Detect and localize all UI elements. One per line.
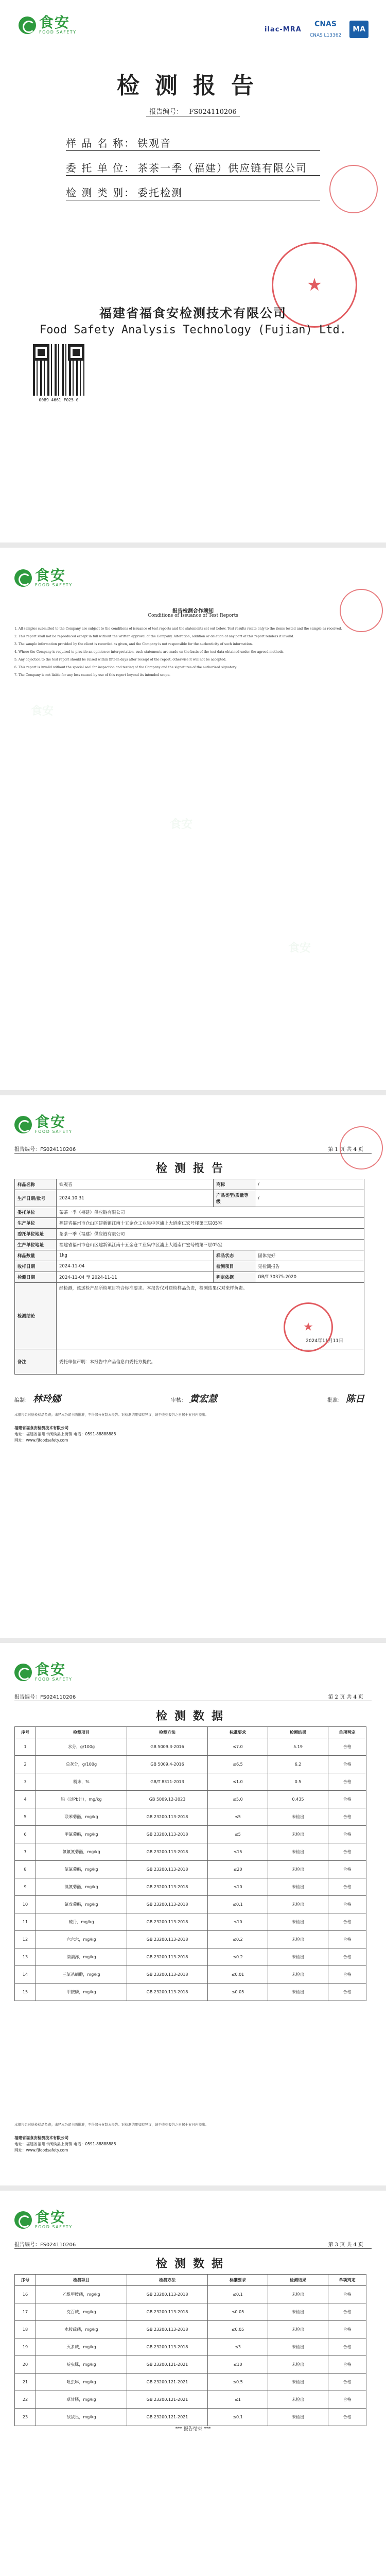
standard-requirement: ≤0.2 <box>208 1948 268 1966</box>
row-index: 23 <box>15 2409 36 2426</box>
company-name-cn: 福建省福食安检测技术有限公司 <box>99 306 287 320</box>
test-method: GB 23200.113-2018 <box>127 2338 208 2356</box>
test-item: 草甘膦，mg/kg <box>36 2391 127 2409</box>
test-item: 啶虫脒，mg/kg <box>36 2356 127 2374</box>
table-row <box>15 1791 366 1808</box>
ilac-mra-icon: ilac-MRA <box>265 25 302 33</box>
table-row: 生产单位 福建省福州市仓山区建新镇江南十五金仓工业集中区浦上大道南仁宏号楼第三层05室 <box>15 1218 364 1229</box>
table-row <box>15 2409 366 2426</box>
test-result: 6.2 <box>268 1756 328 1773</box>
divider <box>66 175 320 176</box>
conclusion-row: 检测结论 经检测，该送检产品所检项目符合标准要求。本报告仅对送检样品负责，检测结果仅对来样负责。 2024年11月11日 ★ <box>15 1283 364 1349</box>
test-item: 氯氟氰菊酯，mg/kg <box>36 1843 127 1861</box>
footer-company: 福建省福食安检测技术有限公司 <box>14 2136 68 2140</box>
item-verdict: 合格 <box>328 1896 366 1913</box>
company-name-en: Food Safety Analysis Technology (Fujian) Ltd. <box>39 324 347 336</box>
table-row: 生产日期/批号 2024.10.31 产品类型/质量等级 / <box>15 1190 364 1207</box>
row-index: 11 <box>15 1913 36 1931</box>
notice-body <box>14 626 375 680</box>
test-item: 氯氰菊酯，mg/kg <box>36 1861 127 1878</box>
test-data-table <box>14 2274 366 2426</box>
food-safety-logo-icon <box>19 16 36 34</box>
notice-paragraph: 2. This report shall not be reproduced except in full without the written approval of the Company. Alteration, addition or deletion of any part of this report renders it invalid. <box>14 635 294 638</box>
table-row <box>15 1808 366 1826</box>
test-result: 5.19 <box>268 1738 328 1756</box>
table-row <box>15 1913 366 1931</box>
standard-requirement: ≤0.05 <box>208 1984 268 2001</box>
cma-icon: MA <box>349 21 369 38</box>
test-result: 未检出 <box>268 1808 328 1826</box>
table-row <box>15 2303 366 2321</box>
inspection-seal <box>284 1302 333 1352</box>
table-row: 生产单位地址 福建省福州市仓山区建新镇江南十五金仓工业集中区浦上大道南仁宏号楼第三层05室 <box>15 1240 364 1250</box>
report-number: 报告编号：FS024110206 <box>14 2242 76 2248</box>
watermark: 食安 <box>170 818 193 831</box>
test-result: 0.435 <box>268 1791 328 1808</box>
test-item: 粉末，% <box>36 1773 127 1791</box>
notice-paragraph: 6. This report is invalid without the special seal for inspection and testing of the Company and the signatures of the authorised signatory. <box>14 666 237 669</box>
table-row <box>15 1756 366 1773</box>
standard-requirement: ≤0.05 <box>208 2303 268 2321</box>
seal-star-icon: ★ <box>303 1320 313 1334</box>
standard-requirement: ≤20 <box>208 1861 268 1878</box>
notice-paragraph: 3. The sample information provided by the client is recorded as given, and the Company is not responsible for the authenticity of such information. <box>14 642 253 646</box>
item-verdict: 合格 <box>328 1791 366 1808</box>
test-method: GB 5009.4-2016 <box>127 1756 208 1773</box>
test-result: 未检出 <box>268 1878 328 1896</box>
footer-address: 地址：福建省福州市闽侯县上街镇 电话：0591-88888888 <box>14 1432 116 1436</box>
cnas-badge <box>310 15 341 38</box>
table-row: 样品名称 铁观音 商标 / <box>15 1179 364 1190</box>
report-end-note: *** 报告结束 *** <box>175 2427 211 2432</box>
test-method: GB 5009.3-2016 <box>127 1738 208 1756</box>
item-verdict: 合格 <box>328 1738 366 1756</box>
test-method: GB 23200.113-2018 <box>127 1896 208 1913</box>
brand-logo: 食安 FOOD SAFETY <box>14 1663 73 1682</box>
test-method: GB 23200.113-2018 <box>127 1984 208 2001</box>
table-row <box>15 1896 366 1913</box>
brand-logo: 食安 FOOD SAFETY <box>14 568 73 587</box>
test-result: 未检出 <box>268 1861 328 1878</box>
table-row: 委托单位地址 茶茶一季（福建）供应链有限公司 <box>15 1229 364 1240</box>
test-method: GB 23200.113-2018 <box>127 1948 208 1966</box>
test-result: 未检出 <box>268 2286 328 2303</box>
test-method: GB 23200.121-2021 <box>127 2391 208 2409</box>
table-header-row: 序号 检测项目 检测方法 标准要求 检测结果 单项判定 <box>15 1727 366 1738</box>
standard-requirement: ≤0.01 <box>208 1966 268 1984</box>
test-result: 未检出 <box>268 1966 328 1984</box>
test-result: 未检出 <box>268 2374 328 2391</box>
standard-requirement: ≤10 <box>208 2356 268 2374</box>
page-indicator: 第 2 页 共 4 页 <box>328 1694 363 1700</box>
report-number: 报告编号：FS024110206 <box>14 1694 76 1700</box>
table-row <box>15 1826 366 1843</box>
test-result: 未检出 <box>268 1826 328 1843</box>
page-title: 检测报告 <box>155 1162 230 1175</box>
data-page-1 <box>0 1643 386 2185</box>
standard-requirement: ≤5 <box>208 1826 268 1843</box>
row-index: 4 <box>15 1791 36 1808</box>
brand-logo: 食安 FOOD SAFETY <box>14 1115 73 1134</box>
table-row <box>15 2321 366 2338</box>
test-method: GB 23200.113-2018 <box>127 1808 208 1826</box>
divider <box>66 150 320 151</box>
test-result: 未检出 <box>268 2356 328 2374</box>
table-row <box>15 1966 366 1984</box>
data-page-2 <box>0 2191 386 2576</box>
summary-page <box>0 1095 386 1638</box>
seal-date: 2024年11月11日 <box>306 1338 343 1344</box>
divider <box>14 1153 372 1154</box>
test-method: GB 23200.113-2018 <box>127 1843 208 1861</box>
standard-requirement: ≤1.0 <box>208 1773 268 1791</box>
test-method: GB 23200.113-2018 <box>127 1878 208 1896</box>
table-row <box>15 1738 366 1756</box>
test-data-table <box>14 1726 366 2001</box>
row-index: 7 <box>15 1843 36 1861</box>
item-verdict: 合格 <box>328 2303 366 2321</box>
test-result: 0.5 <box>268 1773 328 1791</box>
row-index: 9 <box>15 1878 36 1896</box>
standard-requirement: ≤10 <box>208 1913 268 1931</box>
food-safety-logo-icon <box>14 569 32 587</box>
standard-requirement: ≤0.05 <box>208 2321 268 2338</box>
cnas-number: CNAS L13362 <box>309 33 342 38</box>
test-result: 未检出 <box>268 1931 328 1948</box>
test-method: GB 23200.113-2018 <box>127 2303 208 2321</box>
row-index: 2 <box>15 1756 36 1773</box>
row-index: 6 <box>15 1826 36 1843</box>
test-result: 未检出 <box>268 2391 328 2409</box>
row-index: 5 <box>15 1808 36 1826</box>
row-index: 8 <box>15 1861 36 1878</box>
standard-requirement: ≤3 <box>208 2338 268 2356</box>
remark-row: 备注 委托单位声明：本报告中产品信息由委托方提供。 <box>15 1349 364 1375</box>
standard-requirement: ≤6.5 <box>208 1756 268 1773</box>
cross-page-seal <box>329 165 378 213</box>
ilac-badge <box>265 21 302 38</box>
test-item: 吡虫啉，mg/kg <box>36 2374 127 2391</box>
test-item: 水胺硫磷，mg/kg <box>36 2321 127 2338</box>
footer-note: 本报告只对送检样品负责；未经本公司书面批准，不得部分复制本报告。对检测结果如有异议，请于收到报告之日起十五日内提出。 <box>14 2123 208 2127</box>
footer-web: 网址：www.fjfoodsafety.com <box>14 2148 68 2153</box>
item-verdict: 合格 <box>328 2374 366 2391</box>
row-index: 13 <box>15 1948 36 1966</box>
row-index: 17 <box>15 2303 36 2321</box>
standard-requirement: ≤5.0 <box>208 1791 268 1808</box>
test-result: 未检出 <box>268 1948 328 1966</box>
standard-requirement: ≤1 <box>208 2391 268 2409</box>
report-number: 报告编号：FS024110206 <box>14 1147 76 1153</box>
table-row <box>15 2356 366 2374</box>
test-method: GB 23200.113-2018 <box>127 1913 208 1931</box>
test-item: 铅（以Pb计），mg/kg <box>36 1791 127 1808</box>
standard-requirement: ≤7.0 <box>208 1738 268 1756</box>
test-method: GB 23200.113-2018 <box>127 2286 208 2303</box>
row-index: 14 <box>15 1966 36 1984</box>
row-index: 18 <box>15 2321 36 2338</box>
page-title: 检测数据 <box>155 1709 230 1723</box>
table-row: 检测日期 2024-11-04 至 2024-11-11 判定依据 GB/T 30375-2020 <box>15 1272 364 1283</box>
table-row <box>15 1878 366 1896</box>
logo-en: FOOD SAFETY <box>39 30 77 35</box>
test-method: GB 23200.113-2018 <box>127 1966 208 1984</box>
sample-name-field: 样 品 名 称： 铁观音 <box>66 137 172 149</box>
test-result: 未检出 <box>268 2338 328 2356</box>
watermark: 食安 <box>288 942 311 955</box>
table-row <box>15 1843 366 1861</box>
test-method: GB 23200.121-2021 <box>127 2356 208 2374</box>
certification-badges <box>265 15 369 38</box>
cross-page-seal <box>340 589 383 632</box>
test-result: 未检出 <box>268 2303 328 2321</box>
page-indicator: 第 3 页 共 4 页 <box>328 2242 363 2248</box>
test-result: 未检出 <box>268 2409 328 2426</box>
standard-requirement: ≤0.1 <box>208 1896 268 1913</box>
item-verdict: 合格 <box>328 1966 366 1984</box>
test-item: 乙酰甲胺磷，mg/kg <box>36 2286 127 2303</box>
test-type-field: 检 测 类 别： 委托检测 <box>66 187 183 199</box>
item-verdict: 合格 <box>328 1843 366 1861</box>
cover-page <box>0 0 386 543</box>
row-index: 19 <box>15 2338 36 2356</box>
table-row <box>15 2286 366 2303</box>
row-index: 12 <box>15 1931 36 1948</box>
row-index: 22 <box>15 2391 36 2409</box>
qr-code[interactable] <box>33 344 84 396</box>
row-index: 15 <box>15 1984 36 2001</box>
reviewer-signature: 审核： 黄宏慧 <box>171 1394 217 1404</box>
divider <box>14 2248 372 2249</box>
test-method: GB 23200.113-2018 <box>127 1861 208 1878</box>
qr-caption: 0089 4661 F025 0 <box>39 398 79 402</box>
page-title: 检测报告 <box>117 73 269 99</box>
notice-page <box>0 548 386 1090</box>
client-field: 委 托 单 位： 茶茶一季（福建）供应链有限公司 <box>66 162 308 174</box>
row-index: 20 <box>15 2356 36 2374</box>
sample-info-table <box>14 1179 364 1375</box>
table-row <box>15 2374 366 2391</box>
test-item: 敌敌畏，mg/kg <box>36 2409 127 2426</box>
notice-paragraph: 5. Any objection to the test report should be raised within fifteen days after receipt of the report, otherwise it will not be accepted. <box>14 658 226 662</box>
item-verdict: 合格 <box>328 1948 366 1966</box>
item-verdict: 合格 <box>328 1861 366 1878</box>
test-result: 未检出 <box>268 1984 328 2001</box>
notice-paragraph: 1. All samples submitted to the Company are subject to the conditions of issuance of test reports and the statements set out below. Test results relate only to the items tested and the sample as received. <box>14 627 342 631</box>
table-row <box>15 2338 366 2356</box>
cnas-icon: CNAS <box>314 20 337 28</box>
standard-requirement: ≤0.1 <box>208 2409 268 2426</box>
test-result: 未检出 <box>268 1843 328 1861</box>
footer-web: 网址：www.fjfoodsafety.com <box>14 1438 68 1443</box>
item-verdict: 合格 <box>328 1878 366 1896</box>
test-item: 六六六，mg/kg <box>36 1931 127 1948</box>
page-indicator: 第 1 页 共 4 页 <box>328 1147 363 1153</box>
test-method: GB 23200.113-2018 <box>127 1826 208 1843</box>
footer-address: 地址：福建省福州市闽侯县上街镇 电话：0591-88888888 <box>14 2142 116 2146</box>
test-method: GB 5009.12-2023 <box>127 1791 208 1808</box>
standard-requirement: ≤0.5 <box>208 2374 268 2391</box>
table-header-row: 序号 检测项目 检测方法 标准要求 检测结果 单项判定 <box>15 2275 366 2286</box>
table-row <box>15 1948 366 1966</box>
item-verdict: 合格 <box>328 2356 366 2374</box>
test-method: GB 23200.121-2021 <box>127 2374 208 2391</box>
test-result: 未检出 <box>268 1913 328 1931</box>
item-verdict: 合格 <box>328 1984 366 2001</box>
item-verdict: 合格 <box>328 1826 366 1843</box>
brand-logo: 食安 FOOD SAFETY <box>14 2210 73 2229</box>
item-verdict: 合格 <box>328 2391 366 2409</box>
item-verdict: 合格 <box>328 1808 366 1826</box>
test-result: 未检出 <box>268 2321 328 2338</box>
test-result: 未检出 <box>268 1896 328 1913</box>
table-row: 样品数量 1kg 样品状态 固体完好 <box>15 1250 364 1261</box>
test-item: 灭多威，mg/kg <box>36 2338 127 2356</box>
item-verdict: 合格 <box>328 2321 366 2338</box>
test-method: GB 23200.121-2021 <box>127 2409 208 2426</box>
table-row <box>15 1984 366 2001</box>
notice-title-en: Conditions of Issuance of Test Reports <box>148 613 238 618</box>
food-safety-logo-icon <box>14 2211 32 2229</box>
test-item: 滴滴涕，mg/kg <box>36 1948 127 1966</box>
row-index: 21 <box>15 2374 36 2391</box>
notice-paragraph: 4. Where the Company is required to provide an opinion or interpretation, such statements are made on the basis of the test data obtained under the agreed methods. <box>14 650 285 654</box>
test-item: 氰戊菊酯，mg/kg <box>36 1896 127 1913</box>
item-verdict: 合格 <box>328 2338 366 2356</box>
item-verdict: 合格 <box>328 1773 366 1791</box>
food-safety-logo-icon <box>14 1664 32 1681</box>
test-item: 硫丹，mg/kg <box>36 1913 127 1931</box>
notice-title: 报告检测合作须知 <box>172 608 214 614</box>
standard-requirement: ≤0.1 <box>208 2286 268 2303</box>
table-row <box>15 1861 366 1878</box>
test-item: 三氯杀螨醇，mg/kg <box>36 1966 127 1984</box>
standard-requirement: ≤15 <box>208 1843 268 1861</box>
item-verdict: 合格 <box>328 2286 366 2303</box>
item-verdict: 合格 <box>328 1931 366 1948</box>
cma-badge <box>349 21 369 38</box>
notice-paragraph: 7. The Company is not liable for any loss caused by use of this report beyond its intended scope. <box>14 673 171 677</box>
page-title: 检测数据 <box>155 2257 230 2270</box>
editor-signature: 编制： 林玲娜 <box>14 1394 61 1404</box>
test-item: 溴氰菊酯，mg/kg <box>36 1878 127 1896</box>
test-item: 甲胺磷，mg/kg <box>36 1984 127 2001</box>
standard-requirement: ≤0.2 <box>208 1931 268 1948</box>
logo-cn: 食安 <box>39 14 71 31</box>
table-row: 收样日期 2024-11-04 检测项目 见检测报告 <box>15 1261 364 1272</box>
food-safety-logo-icon <box>14 1116 32 1133</box>
test-item: 甲氰菊酯，mg/kg <box>36 1826 127 1843</box>
test-item: 克百威，mg/kg <box>36 2303 127 2321</box>
test-method: GB/T 8311-2013 <box>127 1773 208 1791</box>
standard-requirement: ≤10 <box>208 1878 268 1896</box>
table-row <box>15 1773 366 1791</box>
table-row <box>15 2391 366 2409</box>
row-index: 1 <box>15 1738 36 1756</box>
table-row <box>15 1931 366 1948</box>
row-index: 3 <box>15 1773 36 1791</box>
test-method: GB 23200.113-2018 <box>127 2321 208 2338</box>
item-verdict: 合格 <box>328 2409 366 2426</box>
signature-row <box>14 1392 364 1405</box>
approver-signature: 批准： 陈日 <box>327 1394 364 1404</box>
footer-note: 本报告只对送检样品负责；未经本公司书面批准，不得部分复制本报告。对检测结果如有异议，请于收到报告之日起十五日内提出。 <box>14 1413 208 1417</box>
conclusion-text: 经检测，该送检产品所检项目符合标准要求。本报告仅对送检样品负责，检测结果仅对来样负责。 <box>59 1286 248 1291</box>
test-item: 水分，g/100g <box>36 1738 127 1756</box>
test-item: 总灰分，g/100g <box>36 1756 127 1773</box>
table-row: 委托单位 茶茶一季（福建）供应链有限公司 <box>15 1207 364 1218</box>
report-number: 报告编号： FS024110206 <box>0 106 386 116</box>
test-item: 联苯菊酯，mg/kg <box>36 1808 127 1826</box>
watermark: 食安 <box>31 705 54 718</box>
cross-page-seal <box>340 1126 383 1170</box>
item-verdict: 合格 <box>328 1913 366 1931</box>
brand-logo <box>19 15 77 35</box>
row-index: 10 <box>15 1896 36 1913</box>
seal-star-icon: ★ <box>306 275 323 295</box>
footer-company: 福建省福食安检测技术有限公司 <box>14 1426 68 1430</box>
test-method: GB 23200.113-2018 <box>127 1931 208 1948</box>
row-index: 16 <box>15 2286 36 2303</box>
standard-requirement: ≤5 <box>208 1808 268 1826</box>
item-verdict: 合格 <box>328 1756 366 1773</box>
